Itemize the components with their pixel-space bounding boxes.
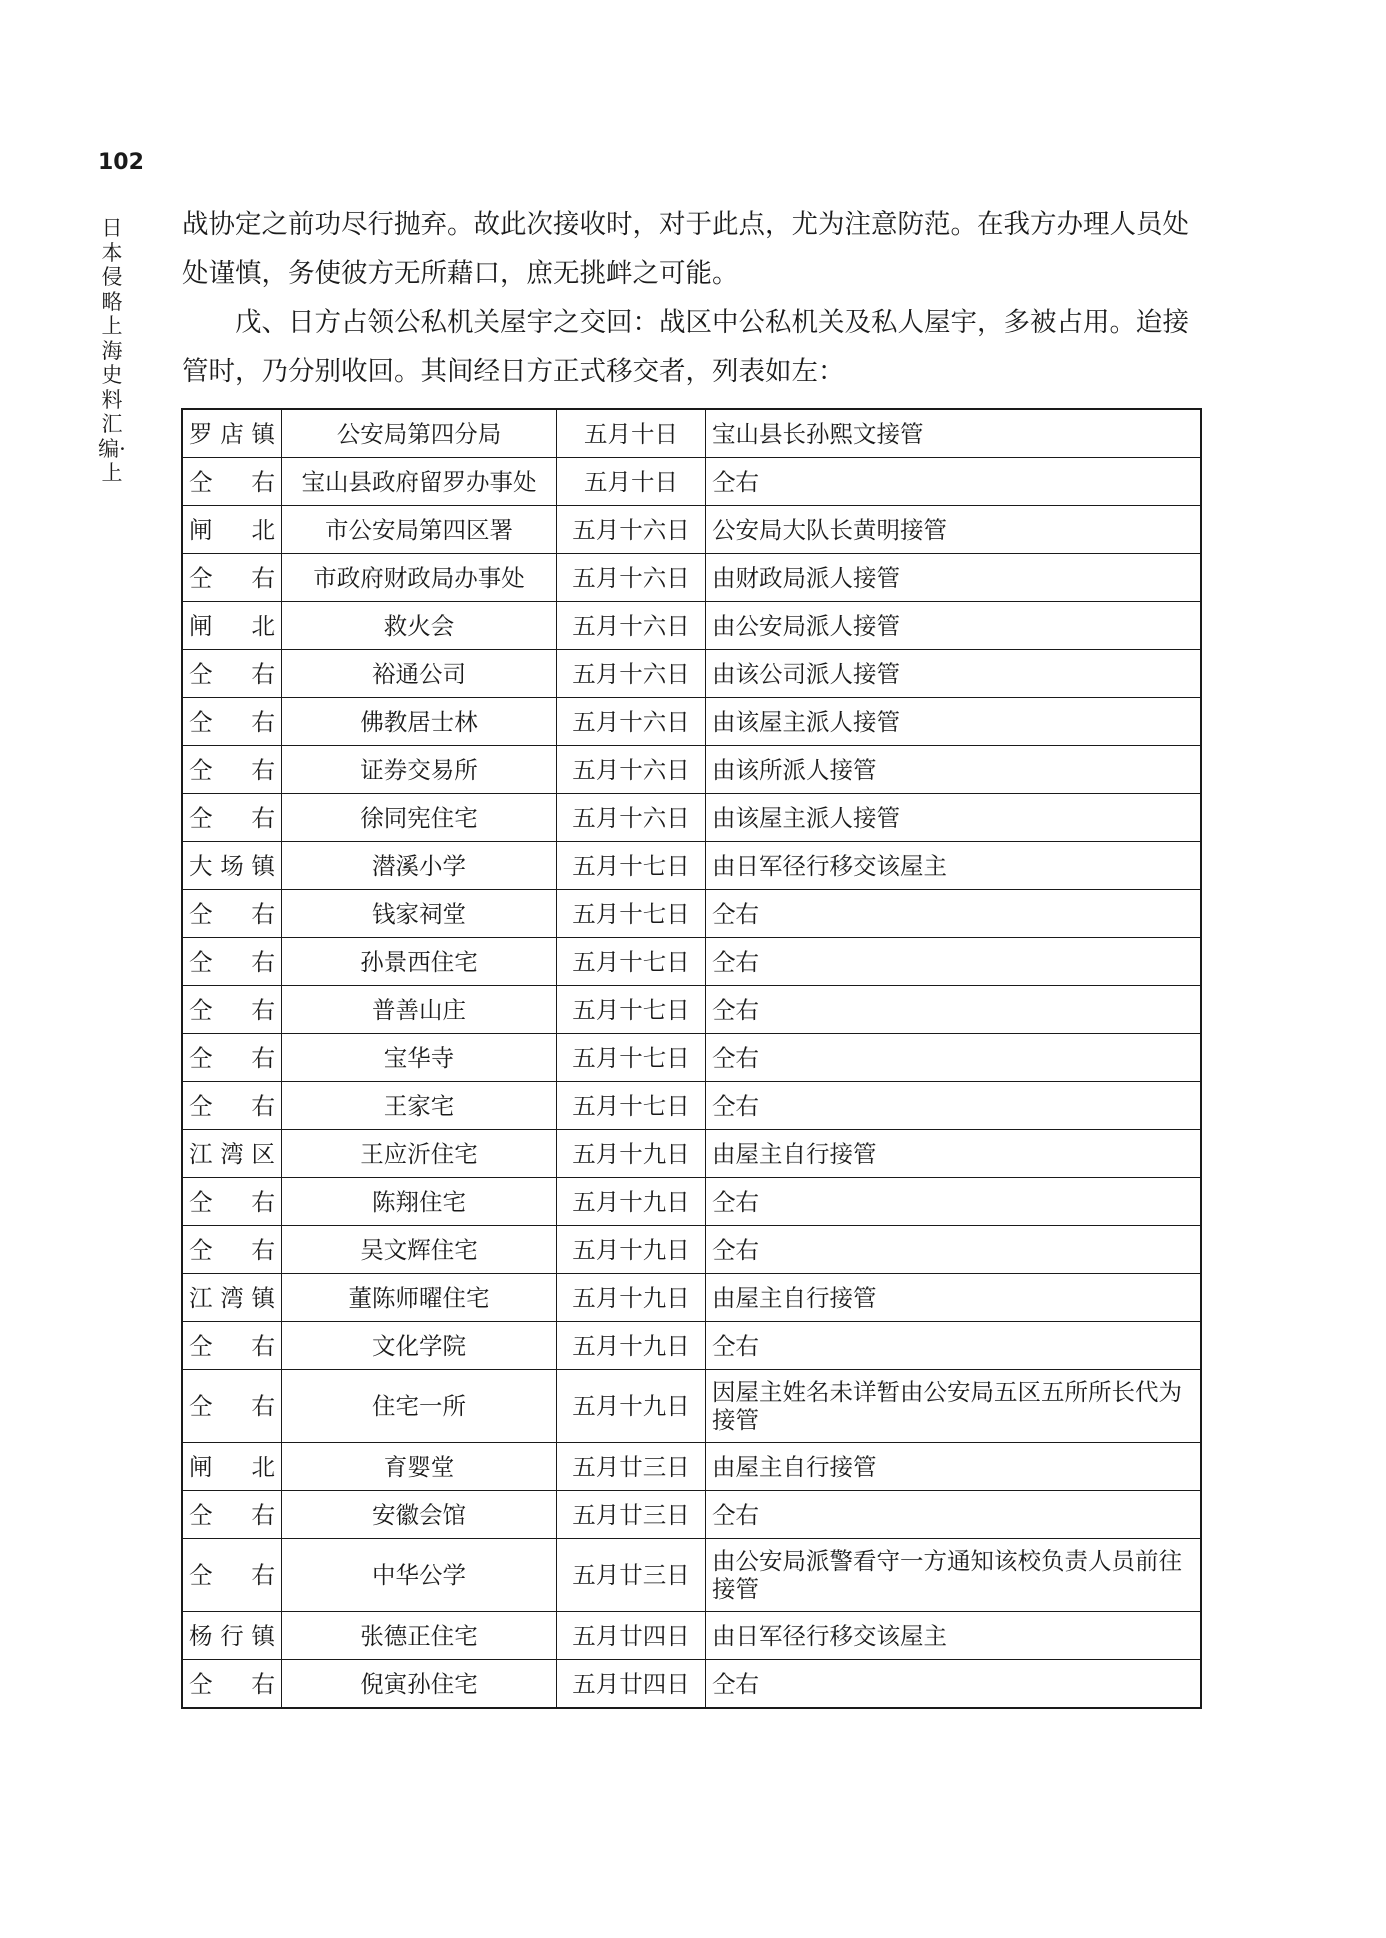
table-row xyxy=(182,1612,1201,1660)
cell-note: 由公安局派人接管 xyxy=(706,602,1202,650)
cell-note: 由屋主自行接管 xyxy=(706,1130,1202,1178)
table-row xyxy=(182,794,1201,842)
cell-date: 五月十七日 xyxy=(557,890,706,938)
cell-place: 仝右 xyxy=(182,1034,282,1082)
cell-note: 仝右 xyxy=(706,986,1202,1034)
cell-date: 五月廿三日 xyxy=(557,1443,706,1491)
body-text xyxy=(182,200,1202,396)
cell-agency: 孙景西住宅 xyxy=(282,938,557,986)
cell-note: 由公安局派警看守一方通知该校负责人员前往接管 xyxy=(706,1539,1202,1612)
table-row xyxy=(182,1539,1201,1612)
cell-place: 仝右 xyxy=(182,1491,282,1539)
page-number: 102 xyxy=(98,150,144,175)
cell-place: 仝右 xyxy=(182,746,282,794)
cell-agency: 徐同宪住宅 xyxy=(282,794,557,842)
cell-agency: 中华公学 xyxy=(282,1539,557,1612)
cell-date: 五月十六日 xyxy=(557,746,706,794)
table-row xyxy=(182,1443,1201,1491)
cell-place: 闸北 xyxy=(182,1443,282,1491)
cell-date: 五月十日 xyxy=(557,458,706,506)
cell-place: 仝右 xyxy=(182,1226,282,1274)
cell-agency: 佛教居士林 xyxy=(282,698,557,746)
cell-note: 仝右 xyxy=(706,1322,1202,1370)
cell-date: 五月廿四日 xyxy=(557,1660,706,1709)
table-row xyxy=(182,1491,1201,1539)
cell-date: 五月廿四日 xyxy=(557,1612,706,1660)
cell-date: 五月十七日 xyxy=(557,938,706,986)
cell-date: 五月十九日 xyxy=(557,1274,706,1322)
cell-note: 由该屋主派人接管 xyxy=(706,794,1202,842)
cell-place: 仝右 xyxy=(182,698,282,746)
cell-place: 闸北 xyxy=(182,602,282,650)
cell-note: 仝右 xyxy=(706,1082,1202,1130)
cell-note: 由日军径行移交该屋主 xyxy=(706,1612,1202,1660)
cell-place: 仝右 xyxy=(182,1178,282,1226)
cell-place: 仝右 xyxy=(182,1082,282,1130)
cell-date: 五月廿三日 xyxy=(557,1491,706,1539)
cell-agency: 安徽会馆 xyxy=(282,1491,557,1539)
cell-note: 由日军径行移交该屋主 xyxy=(706,842,1202,890)
cell-agency: 公安局第四分局 xyxy=(282,409,557,458)
cell-date: 五月十七日 xyxy=(557,842,706,890)
cell-agency: 王应沂住宅 xyxy=(282,1130,557,1178)
cell-place: 仝右 xyxy=(182,650,282,698)
cell-place: 江湾区 xyxy=(182,1130,282,1178)
cell-date: 五月十六日 xyxy=(557,650,706,698)
cell-place: 仝右 xyxy=(182,458,282,506)
table-row xyxy=(182,458,1201,506)
table-row xyxy=(182,746,1201,794)
cell-agency: 住宅一所 xyxy=(282,1370,557,1443)
table-row xyxy=(182,842,1201,890)
cell-agency: 裕通公司 xyxy=(282,650,557,698)
cell-note: 由该屋主派人接管 xyxy=(706,698,1202,746)
running-title: 日本侵略上海史料汇编·上 xyxy=(98,216,126,485)
cell-date: 五月十七日 xyxy=(557,1082,706,1130)
handover-table xyxy=(181,408,1202,1709)
table-row xyxy=(182,1370,1201,1443)
cell-note: 由财政局派人接管 xyxy=(706,554,1202,602)
cell-agency: 市政府财政局办事处 xyxy=(282,554,557,602)
table-row xyxy=(182,938,1201,986)
cell-date: 五月十九日 xyxy=(557,1322,706,1370)
cell-note: 仝右 xyxy=(706,938,1202,986)
table-row xyxy=(182,506,1201,554)
cell-note: 仝右 xyxy=(706,458,1202,506)
cell-note: 仝右 xyxy=(706,1660,1202,1709)
table-row xyxy=(182,698,1201,746)
table-row xyxy=(182,409,1201,458)
table-row xyxy=(182,1034,1201,1082)
cell-date: 五月十九日 xyxy=(557,1370,706,1443)
table-row xyxy=(182,1130,1201,1178)
table-row xyxy=(182,1274,1201,1322)
cell-agency: 宝山县政府留罗办事处 xyxy=(282,458,557,506)
cell-date: 五月十六日 xyxy=(557,794,706,842)
cell-agency: 董陈师曜住宅 xyxy=(282,1274,557,1322)
cell-date: 五月十六日 xyxy=(557,602,706,650)
table-row xyxy=(182,650,1201,698)
table-body xyxy=(182,409,1201,1708)
paragraph-1: 战协定之前功尽行抛弃。故此次接收时，对于此点，尤为注意防范。在我方办理人员处处谨慎，务使彼方无所藉口，庶无挑衅之可能。 xyxy=(182,209,1189,289)
table-row xyxy=(182,1178,1201,1226)
cell-note: 因屋主姓名未详暂由公安局五区五所所长代为接管 xyxy=(706,1370,1202,1443)
cell-place: 罗店镇 xyxy=(182,409,282,458)
cell-place: 仝右 xyxy=(182,1322,282,1370)
cell-place: 大场镇 xyxy=(182,842,282,890)
cell-agency: 潜溪小学 xyxy=(282,842,557,890)
cell-place: 闸北 xyxy=(182,506,282,554)
cell-place: 仝右 xyxy=(182,890,282,938)
cell-date: 五月十七日 xyxy=(557,986,706,1034)
cell-agency: 张德正住宅 xyxy=(282,1612,557,1660)
cell-date: 五月十六日 xyxy=(557,698,706,746)
cell-place: 仝右 xyxy=(182,1370,282,1443)
cell-agency: 文化学院 xyxy=(282,1322,557,1370)
cell-date: 五月十日 xyxy=(557,409,706,458)
cell-date: 五月十九日 xyxy=(557,1178,706,1226)
cell-place: 仝右 xyxy=(182,1660,282,1709)
cell-note: 仝右 xyxy=(706,1034,1202,1082)
cell-place: 仝右 xyxy=(182,986,282,1034)
cell-note: 仝右 xyxy=(706,1226,1202,1274)
cell-place: 仝右 xyxy=(182,794,282,842)
cell-place: 江湾镇 xyxy=(182,1274,282,1322)
cell-agency: 吴文辉住宅 xyxy=(282,1226,557,1274)
cell-agency: 王家宅 xyxy=(282,1082,557,1130)
cell-agency: 救火会 xyxy=(282,602,557,650)
table-row xyxy=(182,602,1201,650)
table-row xyxy=(182,1082,1201,1130)
cell-note: 由屋主自行接管 xyxy=(706,1443,1202,1491)
paragraph-2: 戊、日方占领公私机关屋宇之交回：战区中公私机关及私人屋宇，多被占用。迨接管时，乃分别收回。其间经日方正式移交者，列表如左： xyxy=(182,307,1189,387)
cell-note: 宝山县长孙熙文接管 xyxy=(706,409,1202,458)
cell-date: 五月十六日 xyxy=(557,554,706,602)
cell-agency: 证券交易所 xyxy=(282,746,557,794)
table-row xyxy=(182,1660,1201,1709)
cell-agency: 育婴堂 xyxy=(282,1443,557,1491)
table-row xyxy=(182,890,1201,938)
cell-agency: 陈翔住宅 xyxy=(282,1178,557,1226)
cell-date: 五月十七日 xyxy=(557,1034,706,1082)
cell-agency: 市公安局第四区署 xyxy=(282,506,557,554)
cell-date: 五月十六日 xyxy=(557,506,706,554)
cell-note: 仝右 xyxy=(706,890,1202,938)
table-row xyxy=(182,1322,1201,1370)
cell-place: 仝右 xyxy=(182,554,282,602)
table-row xyxy=(182,554,1201,602)
cell-agency: 钱家祠堂 xyxy=(282,890,557,938)
table-row xyxy=(182,986,1201,1034)
cell-note: 仝右 xyxy=(706,1178,1202,1226)
cell-agency: 普善山庄 xyxy=(282,986,557,1034)
cell-note: 由该所派人接管 xyxy=(706,746,1202,794)
cell-note: 由该公司派人接管 xyxy=(706,650,1202,698)
cell-agency: 宝华寺 xyxy=(282,1034,557,1082)
cell-agency: 倪寅孙住宅 xyxy=(282,1660,557,1709)
cell-date: 五月廿三日 xyxy=(557,1539,706,1612)
cell-place: 杨行镇 xyxy=(182,1612,282,1660)
cell-date: 五月十九日 xyxy=(557,1130,706,1178)
table-row xyxy=(182,1226,1201,1274)
cell-note: 公安局大队长黄明接管 xyxy=(706,506,1202,554)
cell-note: 由屋主自行接管 xyxy=(706,1274,1202,1322)
cell-date: 五月十九日 xyxy=(557,1226,706,1274)
cell-place: 仝右 xyxy=(182,938,282,986)
cell-place: 仝右 xyxy=(182,1539,282,1612)
cell-note: 仝右 xyxy=(706,1491,1202,1539)
